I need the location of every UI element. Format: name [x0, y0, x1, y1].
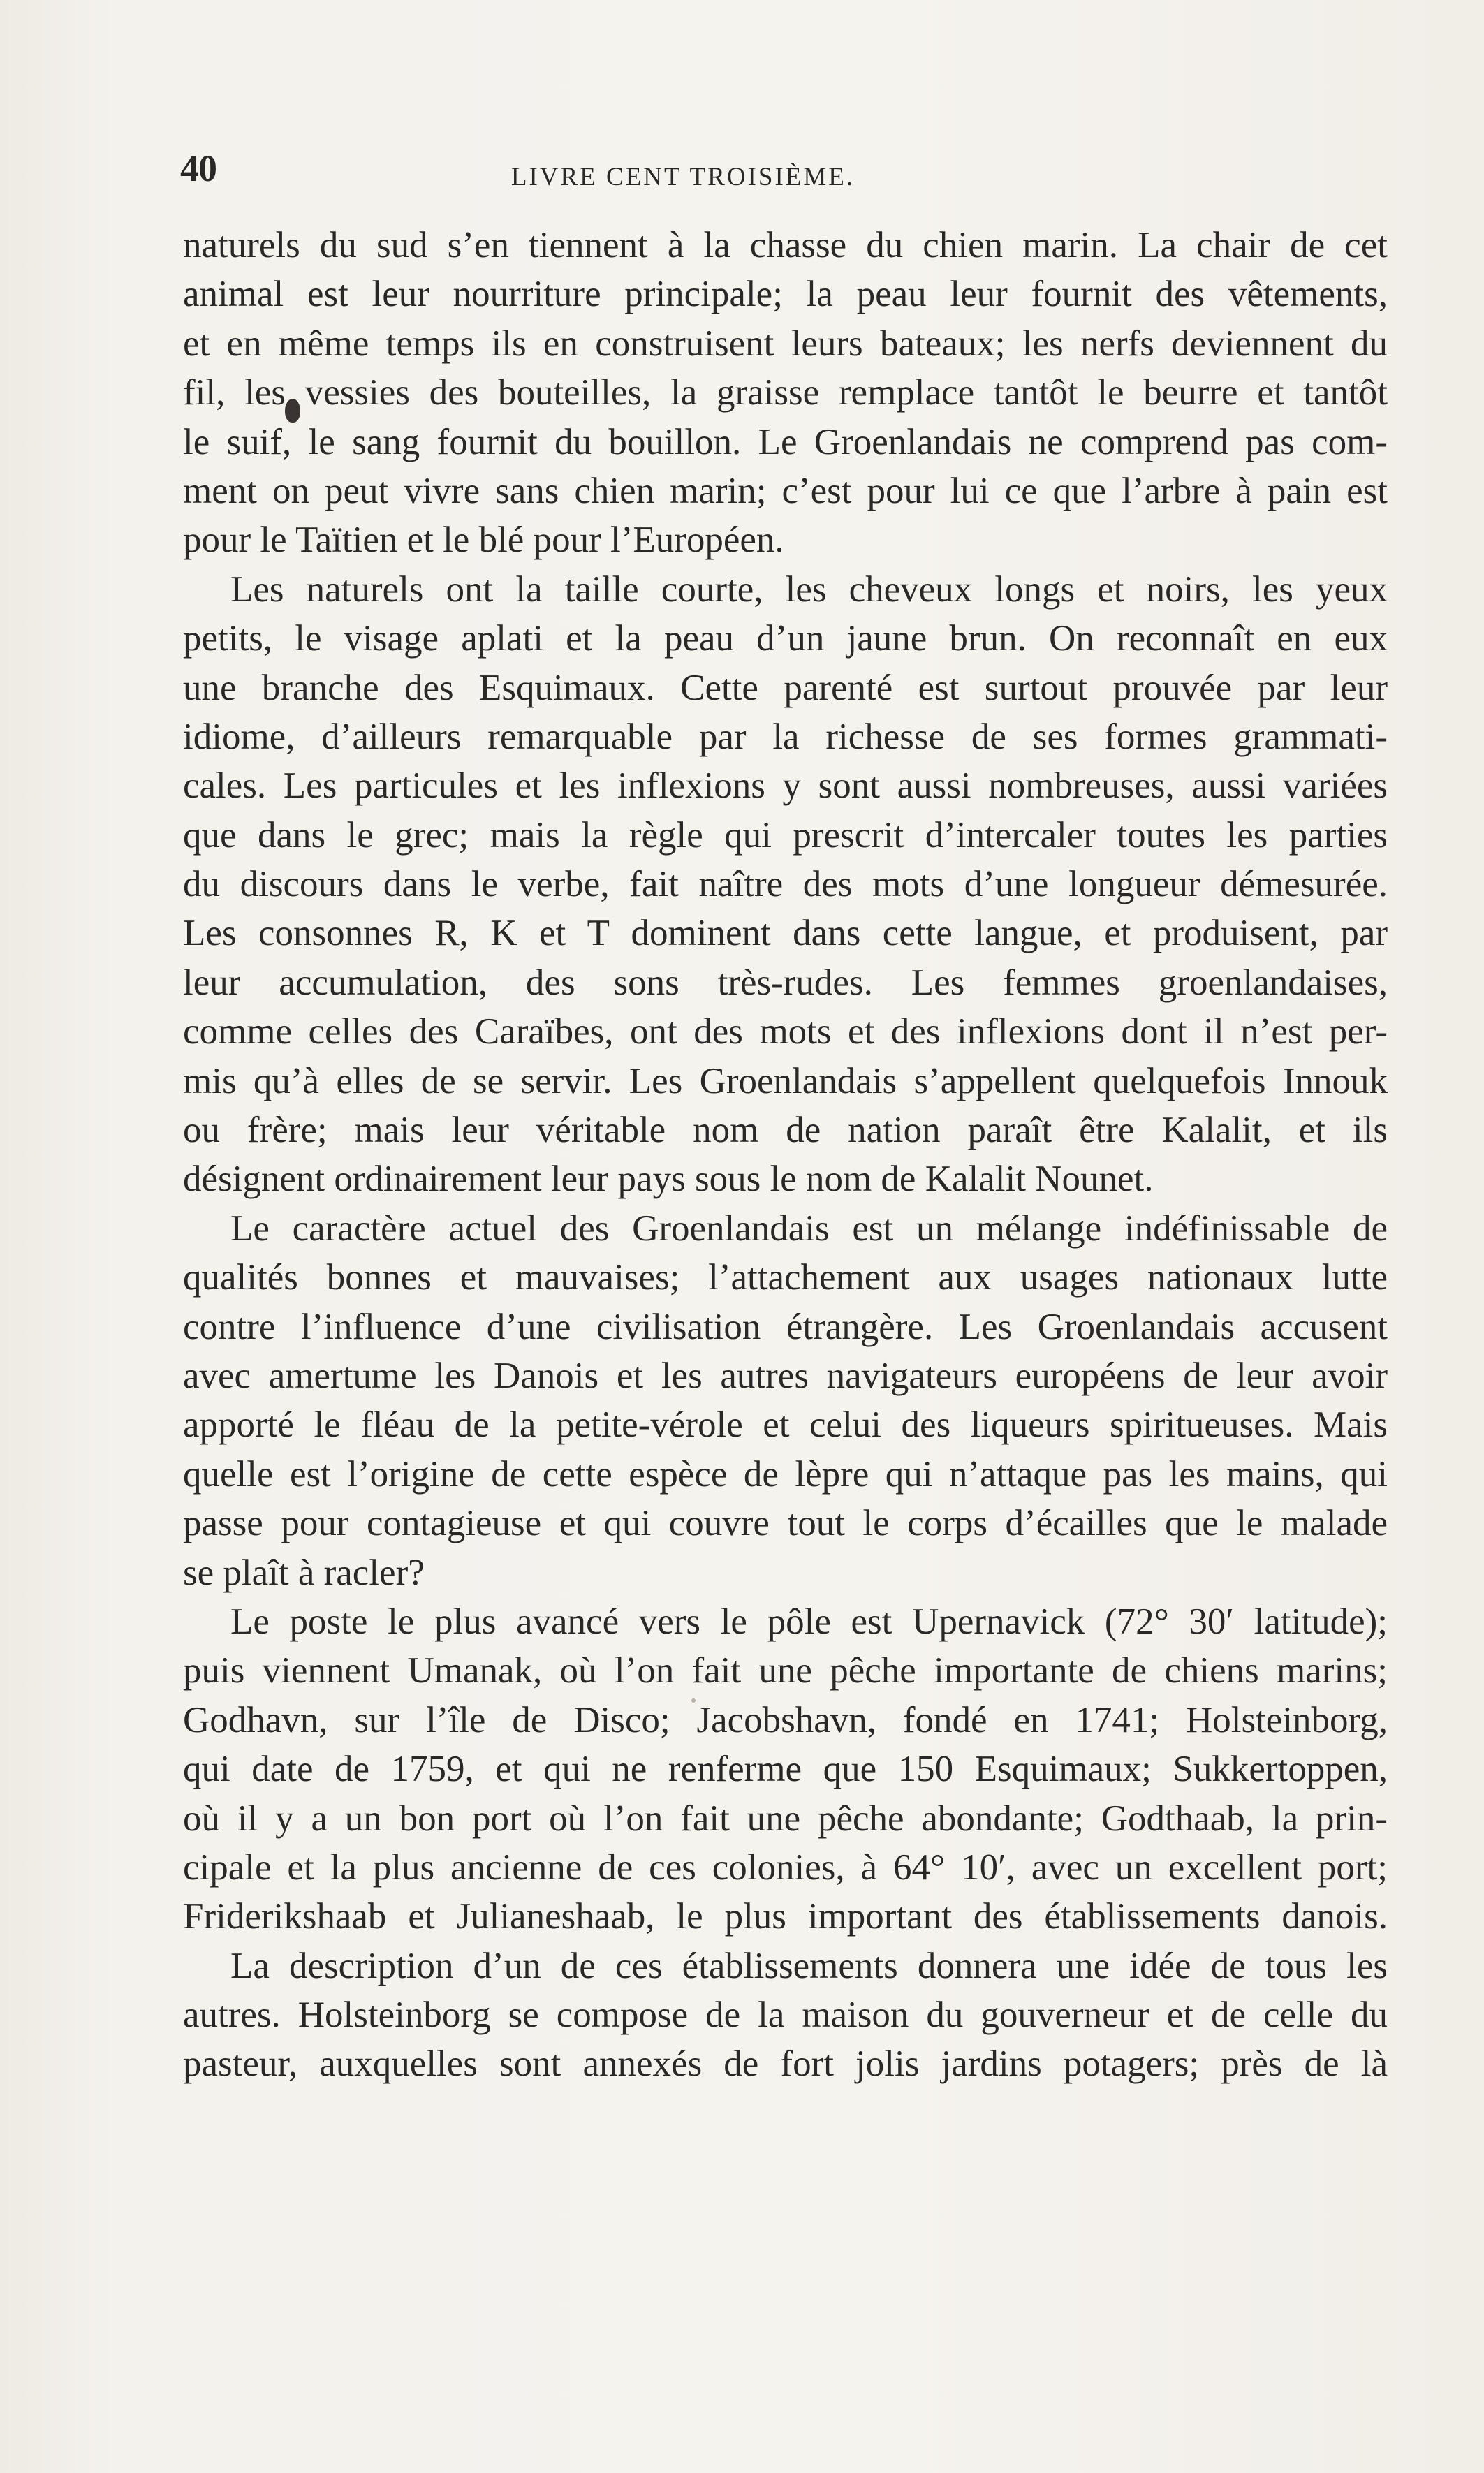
text-line: ment on peut vivre sans chien marin; c’est pour lui ce que l’arbre à pain est [183, 470, 1388, 511]
text-line: petits, le visage aplati et la peau d’un jaune brun. On reconnaît en eux [183, 618, 1388, 659]
text-line: Godhavn, sur l’île de Disco; Jacobshavn, fondé en 1741; Holsteinborg, [183, 1699, 1388, 1740]
body-text [183, 221, 1388, 2089]
text-line: pour le Taïtien et le blé pour l’Européen. [183, 520, 784, 561]
page-header [180, 147, 1388, 196]
text-line: quelle est l’origine de cette espèce de lèpre qui n’attaque pas les mains, qui [183, 1453, 1388, 1495]
text-line: que dans le grec; mais la règle qui prescrit d’intercaler toutes les parties [183, 814, 1388, 856]
text-line: contre l’influence d’une civilisation étrangère. Les Groenlandais accusent [183, 1306, 1388, 1347]
text-line: qualités bonnes et mauvaises; l’attachement aux usages nationaux lutte [183, 1257, 1388, 1298]
text-line: pasteur, auxquelles sont annexés de fort jolis jardins potagers; près de là [183, 2043, 1388, 2085]
text-line: passe pour contagieuse et qui couvre tout le corps d’écailles que le malade [183, 1503, 1388, 1544]
text-line: cales. Les particules et les inflexions y sont aussi nombreuses, aussi variées [183, 765, 1388, 807]
text-line: Les consonnes R, K et T dominent dans cette langue, et produisent, par [183, 913, 1388, 954]
text-line: où il y a un bon port où l’on fait une pêche abondante; Godthaab, la prin- [183, 1798, 1388, 1839]
running-title: LIVRE CENT TROISIÈME. [510, 163, 855, 191]
text-line: ou frère; mais leur véritable nom de nation paraît être Kalalit, et ils [183, 1110, 1388, 1151]
text-line: apporté le fléau de la petite-vérole et celui des liqueurs spiritueuses. Mais [183, 1404, 1388, 1446]
text-line: puis viennent Umanak, où l’on fait une pêche importante de chiens marins; [183, 1650, 1388, 1692]
paragraph-start-line: La description d’un de ces établissements donnera une idée de tous les [230, 1945, 1388, 1986]
paragraph-start-line: Les naturels ont la taille courte, les cheveux longs et noirs, les yeux [230, 568, 1388, 610]
text-line: leur accumulation, des sons très-rudes. Les femmes groenlandaises, [183, 962, 1388, 1003]
text-line: mis qu’à elles de se servir. Les Groenlandais s’appellent quelquefois Innouk [183, 1060, 1388, 1101]
text-line: et en même temps ils en construisent leurs bateaux; les nerfs deviennent du [183, 323, 1388, 364]
text-line: comme celles des Caraïbes, ont des mots et des inflexions dont il n’est per- [183, 1011, 1388, 1052]
text-line: autres. Holsteinborg se compose de la maison du gouverneur et de celle du [183, 1995, 1388, 2036]
text-line: fil, les vessies des bouteilles, la graisse remplace tantôt le beurre et tantôt [183, 372, 1388, 413]
text-line: le suif, le sang fournit du bouillon. Le Groenlandais ne comprend pas com- [183, 421, 1388, 462]
text-line: du discours dans le verbe, fait naître des mots d’une longueur démesurée. [183, 864, 1388, 905]
text-line: cipale et la plus ancienne de ces colonies, à 64° 10′, avec un excellent port; [183, 1847, 1388, 1888]
paragraph-start-line: Le caractère actuel des Groenlandais est un mélange indéfinissable de [230, 1208, 1388, 1249]
text-line: qui date de 1759, et qui ne renferme que 150 Esquimaux; Sukkertoppen, [183, 1749, 1388, 1790]
text-line: Friderikshaab et Julianeshaab, le plus important des établissements danois. [183, 1896, 1388, 1937]
paragraph-start-line: Le poste le plus avancé vers le pôle est Upernavick (72° 30′ latitude); [230, 1601, 1388, 1642]
text-line: se plaît à racler? [183, 1552, 425, 1593]
text-line: une branche des Esquimaux. Cette parenté est surtout prouvée par leur [183, 667, 1388, 708]
page-number: 40 [180, 147, 216, 189]
text-line: désignent ordinairement leur pays sous le nom de Kalalit Nounet. [183, 1159, 1154, 1200]
text-line: avec amertume les Danois et les autres navigateurs européens de leur avoir [183, 1355, 1388, 1396]
text-line: animal est leur nourriture principale; la peau leur fournit des vêtements, [183, 274, 1388, 315]
text-line: idiome, d’ailleurs remarquable par la richesse de ses formes grammati- [183, 716, 1388, 757]
text-line: naturels du sud s’en tiennent à la chasse du chien marin. La chair de cet [183, 225, 1388, 265]
